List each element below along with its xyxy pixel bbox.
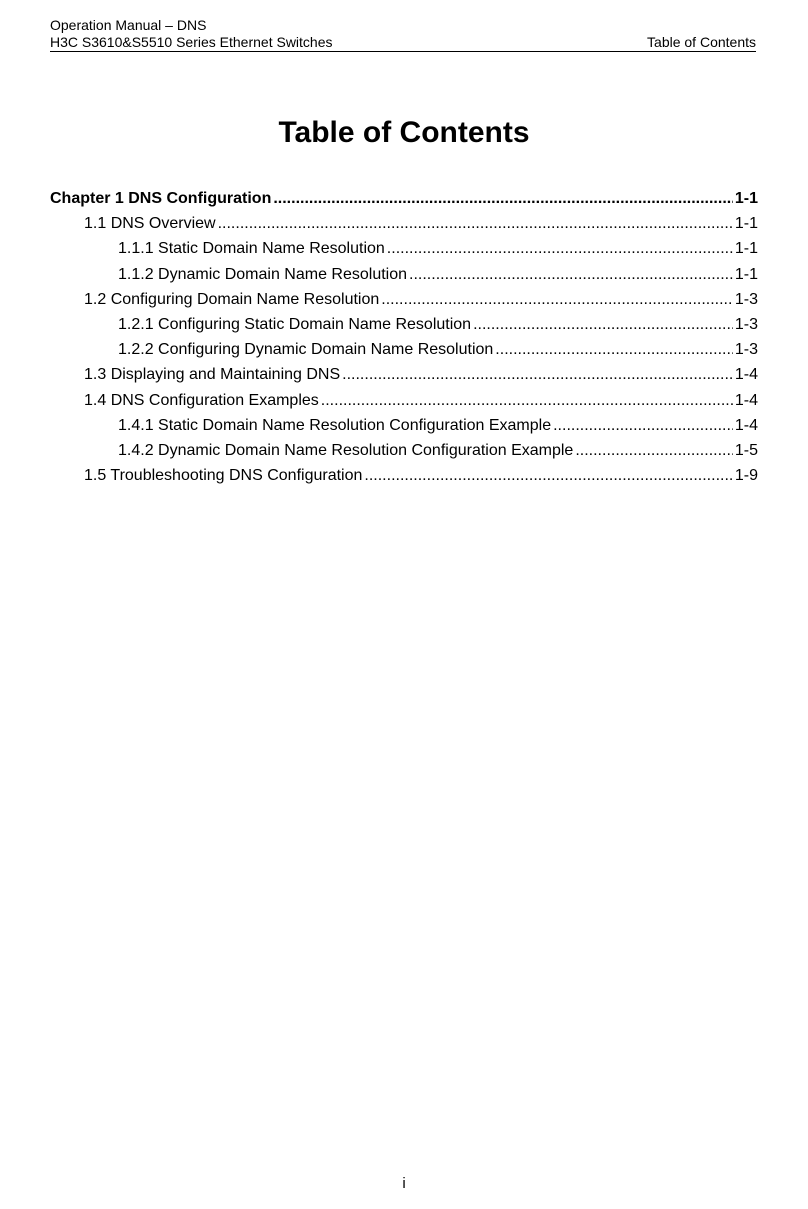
toc-entry[interactable]	[50, 236, 758, 261]
toc-entry[interactable]	[50, 211, 758, 236]
toc-entry-page: 1-3	[734, 290, 758, 308]
section-name: Table of Contents	[647, 34, 756, 50]
toc-entry[interactable]	[50, 337, 758, 362]
toc-entry-page: 1-4	[734, 366, 758, 384]
toc-entry-page: 1-3	[734, 341, 758, 359]
toc-entry[interactable]	[50, 362, 758, 387]
toc-entry-label: 1.2.2 Configuring Dynamic Domain Name Resolution	[118, 341, 494, 359]
toc-entry-page: 1-1	[734, 215, 758, 233]
toc-entry-page: 1-4	[734, 416, 758, 434]
toc-entry-page: 1-1	[734, 265, 758, 283]
toc-dot-leader	[409, 262, 733, 287]
toc-dot-leader	[342, 362, 733, 387]
toc-entry[interactable]	[50, 413, 758, 438]
toc-entry-page: 1-1	[734, 240, 758, 258]
toc-dot-leader	[218, 211, 733, 236]
page-header	[50, 15, 756, 52]
toc-dot-leader	[364, 463, 732, 488]
table-of-contents	[50, 186, 758, 488]
toc-entry-label: 1.4.2 Dynamic Domain Name Resolution Configuration Example	[118, 441, 574, 459]
toc-dot-leader	[321, 388, 733, 413]
toc-entry-page: 1-1	[734, 190, 758, 207]
toc-entry-page: 1-4	[734, 391, 758, 409]
toc-entry-label: 1.5 Troubleshooting DNS Configuration	[84, 467, 363, 485]
toc-entry[interactable]	[50, 438, 758, 463]
toc-entry-label: 1.2 Configuring Domain Name Resolution	[84, 290, 380, 308]
toc-entry-label: Chapter 1 DNS Configuration	[50, 190, 272, 207]
toc-entry-label: 1.4.1 Static Domain Name Resolution Configuration Example	[118, 416, 552, 434]
toc-entry[interactable]	[50, 262, 758, 287]
product-series: H3C S3610&S5510 Series Ethernet Switches	[50, 34, 333, 50]
toc-entry-label: 1.1.2 Dynamic Domain Name Resolution	[118, 265, 408, 283]
toc-entry-label: 1.2.1 Configuring Static Domain Name Resolution	[118, 315, 472, 333]
toc-entry[interactable]	[50, 186, 758, 211]
toc-entry[interactable]	[50, 287, 758, 312]
toc-dot-leader	[575, 438, 733, 463]
toc-entry-label: 1.4 DNS Configuration Examples	[84, 391, 319, 409]
toc-entry-page: 1-3	[734, 315, 758, 333]
manual-title: Operation Manual – DNS	[50, 17, 207, 33]
toc-entry-label: 1.1 DNS Overview	[84, 215, 216, 233]
toc-dot-leader	[473, 312, 733, 337]
toc-entry-page: 1-5	[734, 441, 758, 459]
toc-entry-label: 1.3 Displaying and Maintaining DNS	[84, 366, 341, 384]
toc-entry-page: 1-9	[734, 467, 758, 485]
toc-entry[interactable]	[50, 312, 758, 337]
toc-dot-leader	[495, 337, 733, 362]
toc-dot-leader	[381, 287, 733, 312]
toc-dot-leader	[387, 236, 733, 261]
toc-entry-label: 1.1.1 Static Domain Name Resolution	[118, 240, 385, 258]
page-title: Table of Contents	[278, 116, 530, 149]
page-number: i	[402, 1175, 406, 1192]
toc-dot-leader	[273, 186, 733, 211]
toc-entry[interactable]	[50, 388, 758, 413]
toc-entry[interactable]	[50, 463, 758, 488]
toc-dot-leader	[553, 413, 733, 438]
